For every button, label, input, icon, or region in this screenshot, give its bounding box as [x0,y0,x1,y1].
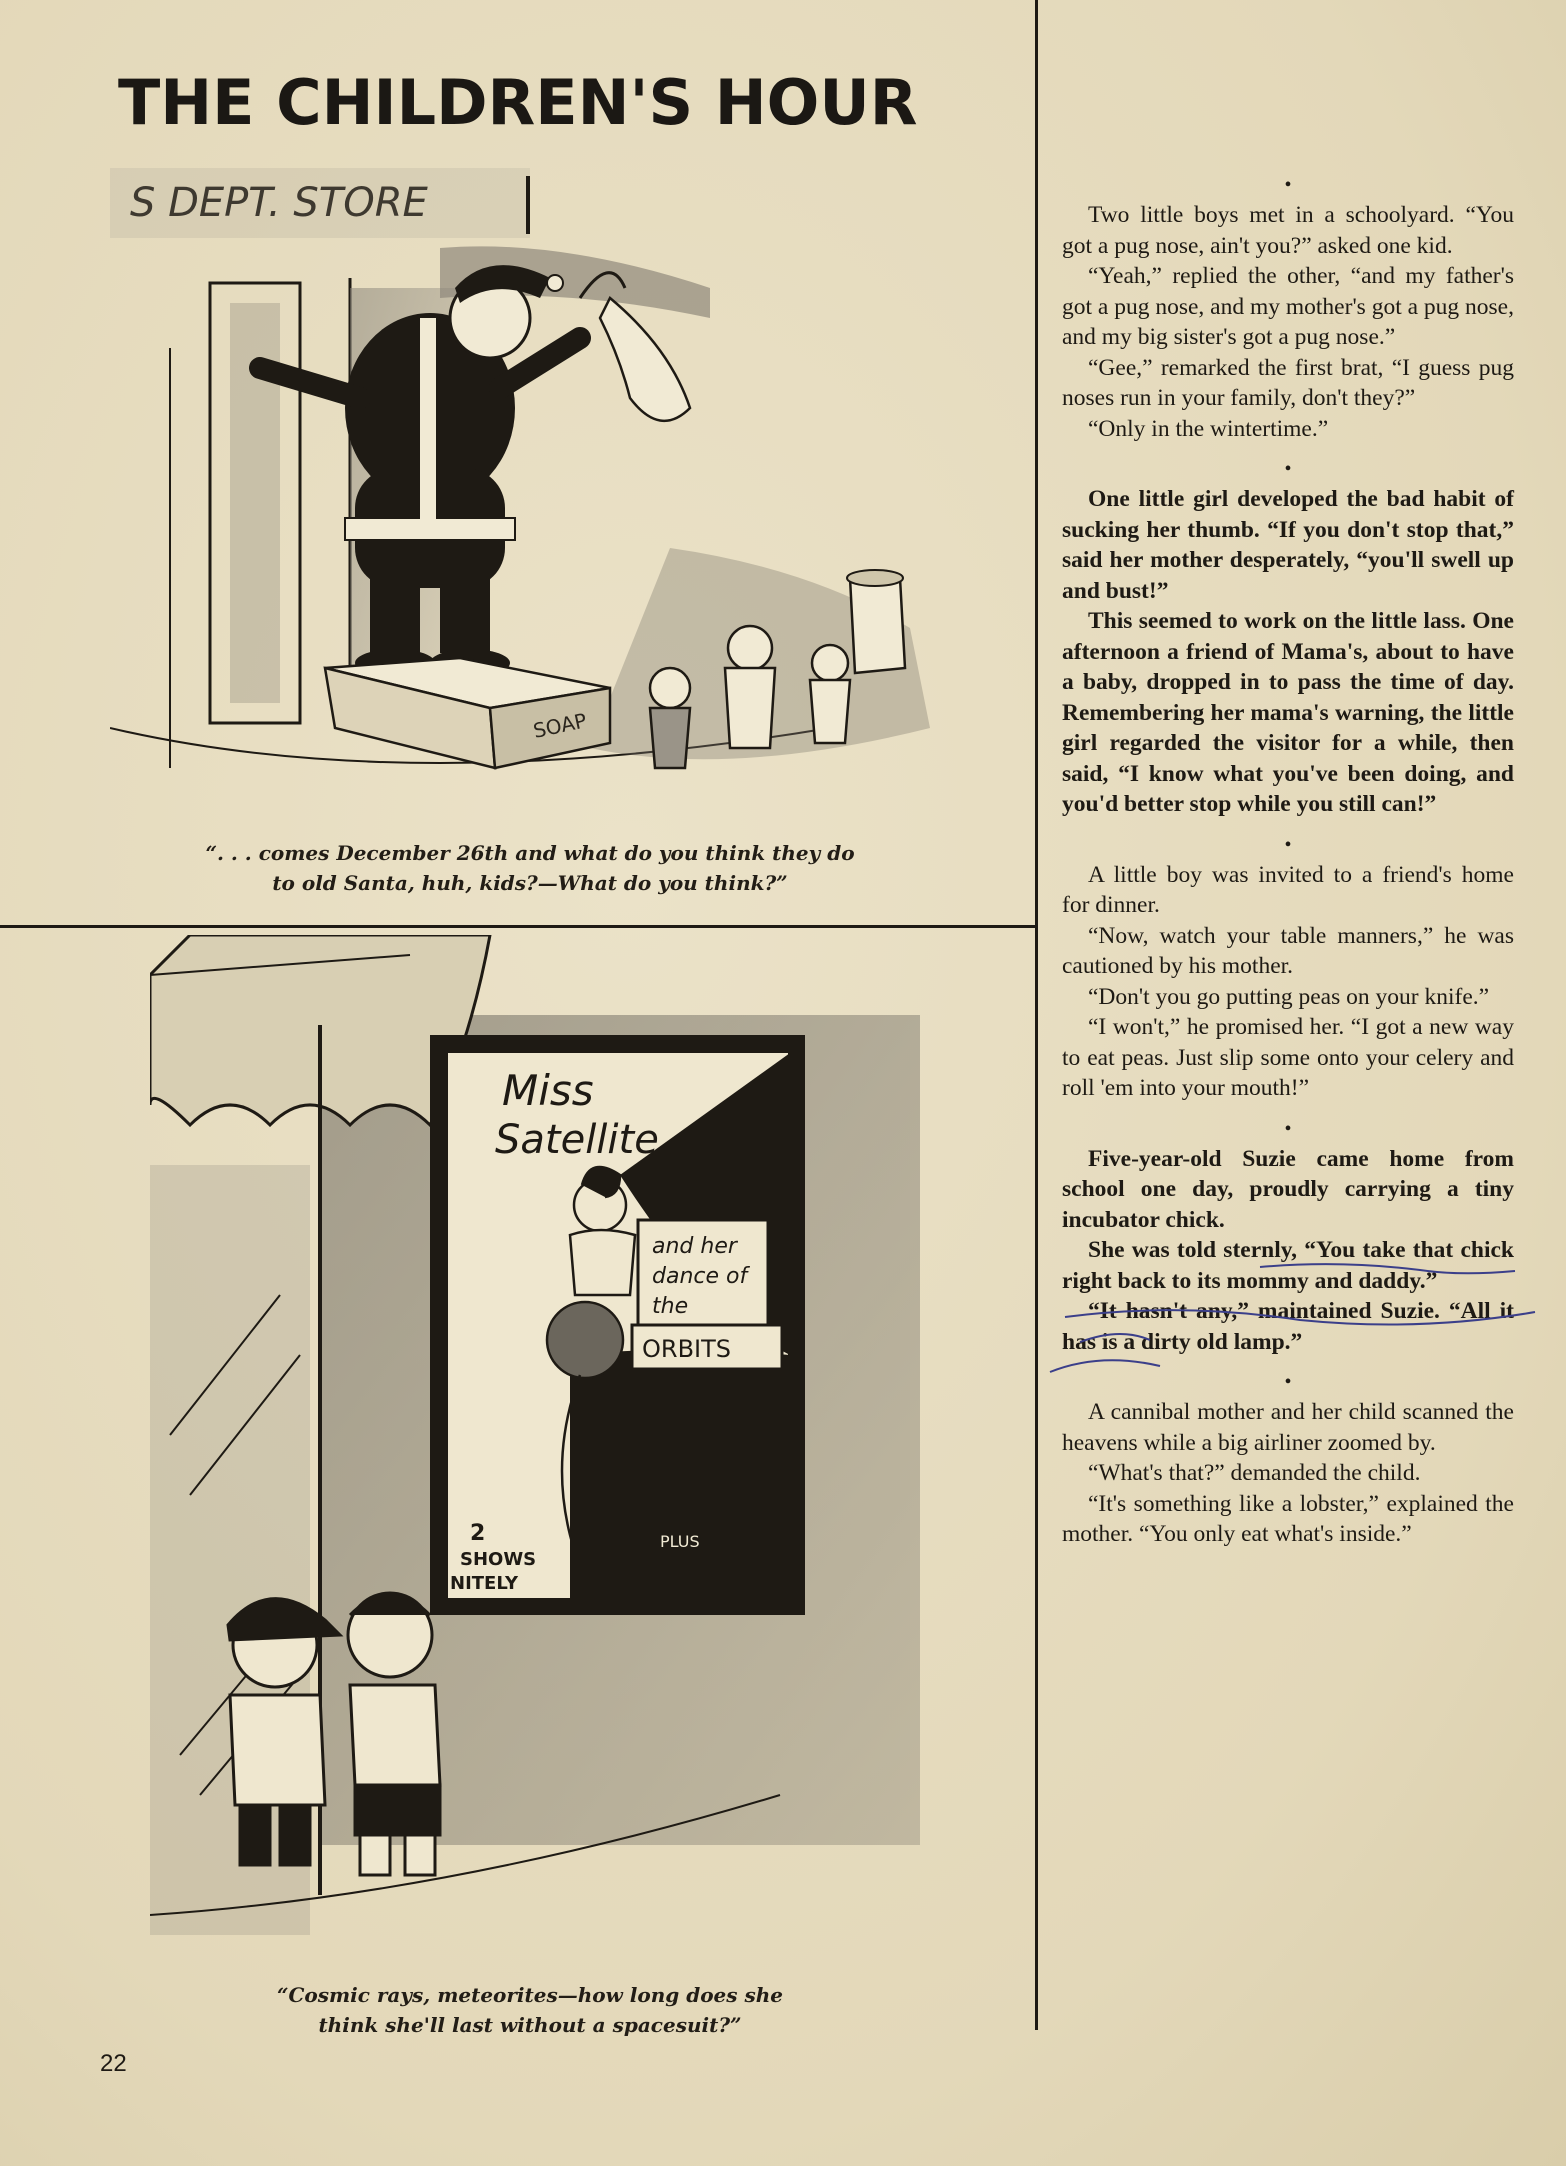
joke-paragraph: This seemed to work on the little lass. One afternoon a friend of Mama's, about to have a baby, dropped in to pass the time of day. Remembering her mama's warning, the little girl regarded the visitor for a while, then said, “I know what you've been doing, and you'd better stop while you still can!” [1062,608,1514,817]
joke-paragraph: “Only in the wintertime.” [1088,415,1329,442]
soap-box [325,658,610,768]
joke-spacer [1062,1104,1514,1114]
joke-paragraph: “Now, watch your table manners,” he was cautioned by his mother. [1062,922,1514,979]
miss-satellite-poster [430,1035,805,1615]
joke-paragraph: Two little boys met in a schoolyard. “You got a pug nose, ain't you?” asked one kid. [1062,202,1514,259]
joke-paragraph: “It's something like a lobster,” explained the mother. “You only eat what's inside.” [1062,1490,1514,1547]
joke-item [1062,200,1514,444]
joke-item [1062,1397,1514,1550]
svg-text:Miss: Miss [502,1066,594,1115]
joke-separator-bullet: • [1284,1117,1292,1140]
santa-caption: “. . . comes December 26th and what do you think they do to old Santa, huh, kids?—What do you think?” [205,841,855,895]
page-number: 22 [100,2050,127,2077]
joke-item [1062,484,1514,820]
joke-separator-bullet: • [1284,174,1292,196]
svg-text:SOAP: SOAP [531,708,589,743]
joke-paragraph: “It hasn't any,” maintained Suzie. “All it has is a dirty old lamp.” [1062,1298,1514,1355]
page-title: THE CHILDREN'S HOUR [118,66,918,139]
joke-paragraph: “Gee,” remarked the first brat, “I guess pug noses run in your family, don't they?” [1062,354,1514,411]
joke-separator-bullet: • [1284,833,1292,856]
joke-paragraph: “I won't,” he promised her. “I got a new way to eat peas. Just slip some onto your celery and roll 'em into your mouth!” [1062,1014,1514,1101]
column-divider [1035,0,1038,2030]
joke-paragraph: A cannibal mother and her child scanned the heavens while a big airliner zoomed by. [1062,1399,1514,1456]
joke-separator-bullet: • [1284,458,1292,480]
satellite-caption: “Cosmic rays, meteorites—how long does she think she'll last without a spacesuit?” [276,1983,784,2037]
joke-paragraph: She was told sternly, “You take that chick right back to its mommy and daddy.” [1062,1237,1514,1294]
joke-paragraph: “What's that?” demanded the child. [1088,1460,1421,1486]
joke-paragraph: Five-year-old Suzie came home from school one day, proudly carrying a tiny incubator chick. [1062,1145,1514,1233]
joke-spacer [1062,820,1514,830]
svg-text:the: the [652,1294,689,1319]
joke-paragraph: A little boy was invited to a friend's home for dinner. [1062,861,1514,918]
svg-text:2: 2 [470,1521,486,1546]
joke-paragraph: “Yeah,” replied the other, “and my father's got a pug nose, and my mother's got a pug nose, and my big sister's got a pug nose.” [1062,263,1514,350]
svg-text:dance of: dance of [652,1264,748,1289]
satellite-cartoon [150,935,990,1940]
joke-item [1062,860,1514,1104]
store-sign: S DEPT. STORE [130,180,428,226]
svg-text:Satellite: Satellite [495,1117,659,1163]
joke-spacer [1062,444,1514,454]
svg-text:and her: and her [652,1234,737,1259]
joke-paragraph: One little girl developed the bad habit of sucking her thumb. “If you don't stop that,” said her mother desperately, “you'll swell up and bust!” [1062,486,1514,604]
santa-cartoon [110,168,970,818]
svg-text:ORBITS: ORBITS [642,1335,732,1363]
svg-text:NITELY: NITELY [450,1573,519,1594]
svg-text:PLUS: PLUS [660,1532,700,1551]
santa-figure [260,265,690,677]
cartoon-divider [0,925,1037,928]
joke-separator-bullet: • [1284,1371,1292,1393]
svg-text:SHOWS: SHOWS [460,1549,537,1570]
pen-underline-marks [1040,1262,1540,1392]
joke-paragraph: “Don't you go putting peas on your knife.” [1088,983,1490,1010]
